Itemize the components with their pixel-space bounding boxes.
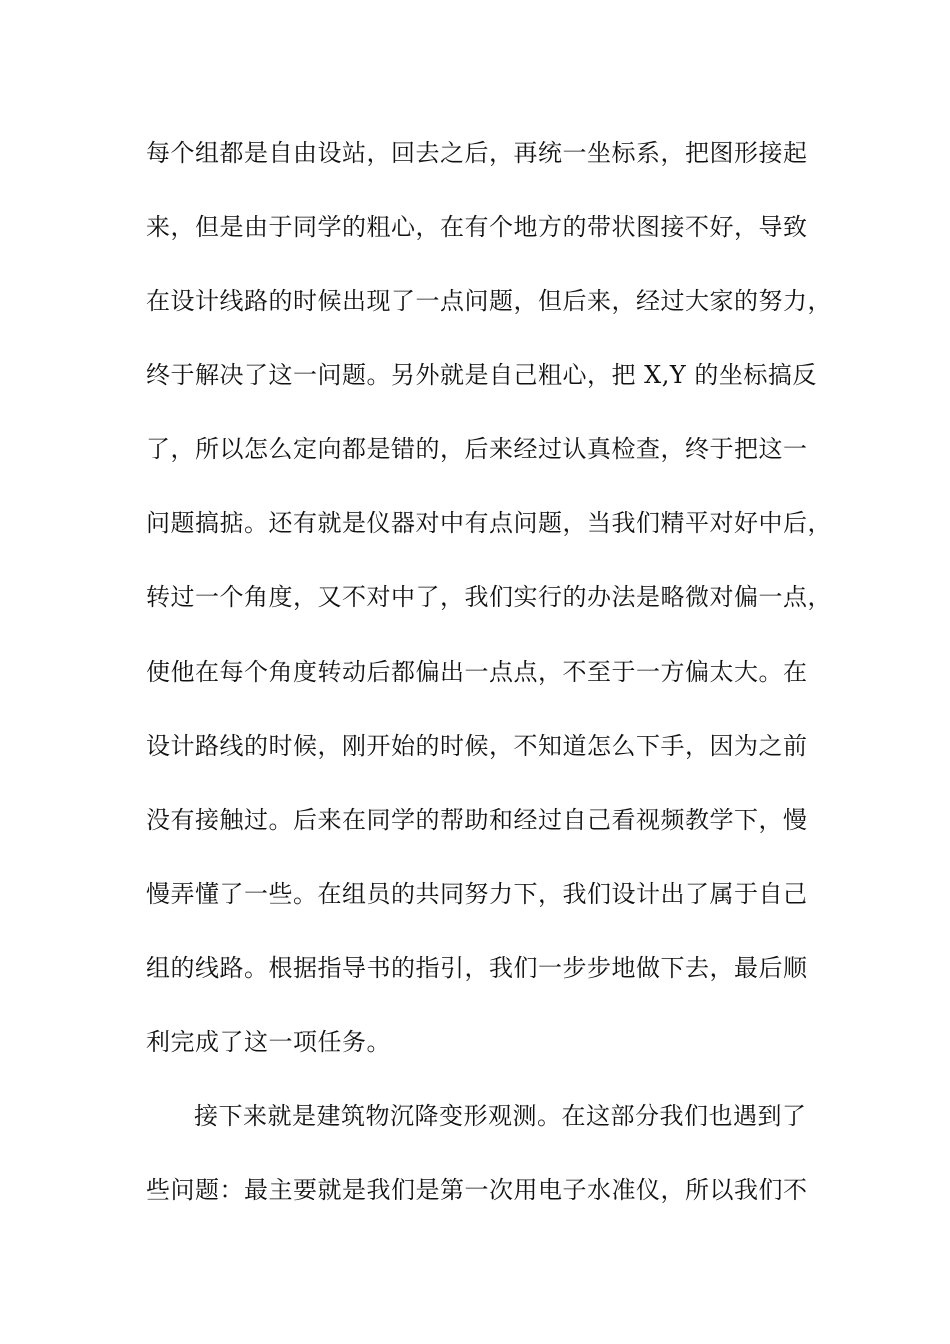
text-line: 使他在每个角度转动后都偏出一点点，不至于一方偏太大。在 bbox=[146, 658, 808, 686]
text-line: 组的线路。根据指导书的指引，我们一步步地做下去，最后顺 bbox=[146, 954, 808, 982]
text-line: 设计路线的时候，刚开始的时候，不知道怎么下手，因为之前 bbox=[146, 732, 808, 760]
text-line: 在设计线路的时候出现了一点问题，但后来，经过大家的努力， bbox=[146, 287, 832, 315]
text-line: 了，所以怎么定向都是错的，后来经过认真检查，终于把这一 bbox=[146, 435, 808, 463]
text-line: 终于解决了这一问题。另外就是自己粗心，把 X,Y 的坐标搞反 bbox=[146, 361, 817, 389]
text-line: 没有接触过。后来在同学的帮助和经过自己看视频教学下，慢 bbox=[146, 806, 808, 834]
text-line: 来，但是由于同学的粗心，在有个地方的带状图接不好，导致 bbox=[146, 213, 808, 241]
text-line: 些问题：最主要就是我们是第一次用电子水准仪，所以我们不 bbox=[146, 1176, 808, 1204]
text-line: 每个组都是自由设站，回去之后，再统一坐标系，把图形接起 bbox=[146, 139, 808, 167]
text-line: 转过一个角度，又不对中了，我们实行的办法是略微对偏一点， bbox=[146, 583, 832, 611]
text-line: 问题搞掂。还有就是仪器对中有点问题，当我们精平对好中后， bbox=[146, 509, 832, 537]
text-line: 慢弄懂了一些。在组员的共同努力下，我们设计出了属于自己 bbox=[146, 880, 808, 908]
text-line: 利完成了这一项任务。 bbox=[146, 1028, 391, 1056]
text-line: 接下来就是建筑物沉降变形观测。在这部分我们也遇到了 bbox=[194, 1102, 807, 1130]
